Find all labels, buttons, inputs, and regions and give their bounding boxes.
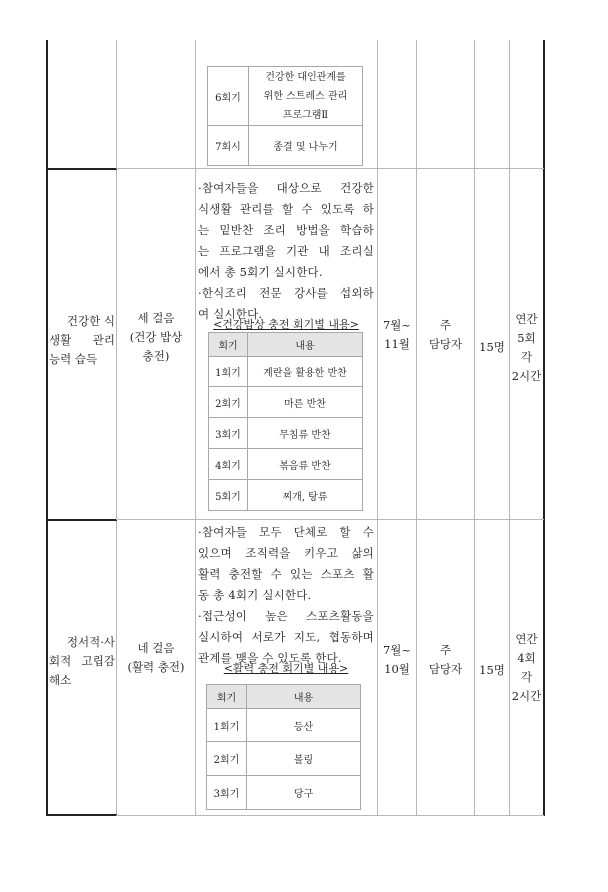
step-cell: 세 걸음 (건강 밥상 충전) [129,311,183,363]
program-description: ·참여자들을 대상으로 건강한 식생활 관리를 할 수 있도록 하 는 밑반찬 조리 방법을 학습하 는 프로그램을 기관 내 조리실 에서 총 5회기 실시한다. ·한식조리 전문 강사를 섭외하 여 실시한다. [198,181,374,321]
table-row [208,67,363,126]
content-cell: 종결 및 나누기 [249,126,363,166]
participants-cell: 15명 [479,340,505,354]
header-content: 내용 [247,685,361,709]
table-row: 2회기 볼링 [207,742,361,776]
content-cell: 건강한 대인관계를 위한 스트레스 관리 프로그램Ⅱ [249,67,363,126]
session-table-caption: <건강밥상 충전 회기별 내용> [213,318,359,331]
frequency-cell: 연간 4회 각 2시간 [511,632,542,703]
program-description: ·참여자들 모두 단체로 할 수 있으며 조직력을 키우고 삶의 활력 충전할 수 있는 스포츠 활 동 총 4회기 실시한다. ·접근성이 높은 스포츠활동을 실시하여 서로가 지도, 협동하며 관계를 맺을 수 있도록 한다. [198,525,374,665]
header-content: 내용 [248,333,363,357]
table-row: 5회기 찌개, 탕류 [209,480,363,511]
staff-cell: 주 담당자 [428,318,463,351]
table-border-bottom [116,815,544,816]
session-table-caption: <활력 충전 회기별 내용> [223,662,349,675]
table-row: 3회기 무침류 반찬 [209,418,363,449]
column-divider [195,40,196,816]
header-session: 회기 [209,333,248,357]
table-border-left [46,40,48,816]
row-divider [46,168,117,170]
row-divider [116,168,544,169]
table-border-bottom [46,814,117,816]
table-header-row [209,333,363,357]
goal-cell: 정서적·사 회적 고립감 해소 [49,634,115,687]
session-cell: 6회기 [208,67,249,126]
continuation-session-table [207,66,363,166]
table-row: 1회기 등산 [207,709,361,742]
participants-cell: 15명 [479,662,505,677]
table-row [208,126,363,166]
row-divider [46,519,117,521]
header-session: 회기 [207,685,247,709]
goal-cell: 건강한 식 생활 관리 능력 습득 [49,313,115,366]
column-divider [116,40,117,816]
table-row: 3회기 당구 [207,776,361,810]
period-cell: 7월~ 10월 [382,643,412,676]
period-cell: 7월~ 11월 [382,318,412,351]
table-row: 2회기 마른 반찬 [209,387,363,418]
session-table [206,684,361,810]
step-cell: 네 걸음 (활력 충전) [127,641,185,674]
session-table [208,332,363,511]
frequency-cell: 연간 5회 각 2시간 [511,312,542,383]
row-divider [116,519,544,520]
table-border-right [543,40,545,816]
table-row: 1회기 계란을 활용한 반찬 [209,357,363,387]
table-row: 4회기 볶음류 반찬 [209,449,363,480]
session-cell: 7회시 [208,126,249,166]
staff-cell: 주 담당자 [428,643,463,676]
table-header-row [207,685,361,709]
